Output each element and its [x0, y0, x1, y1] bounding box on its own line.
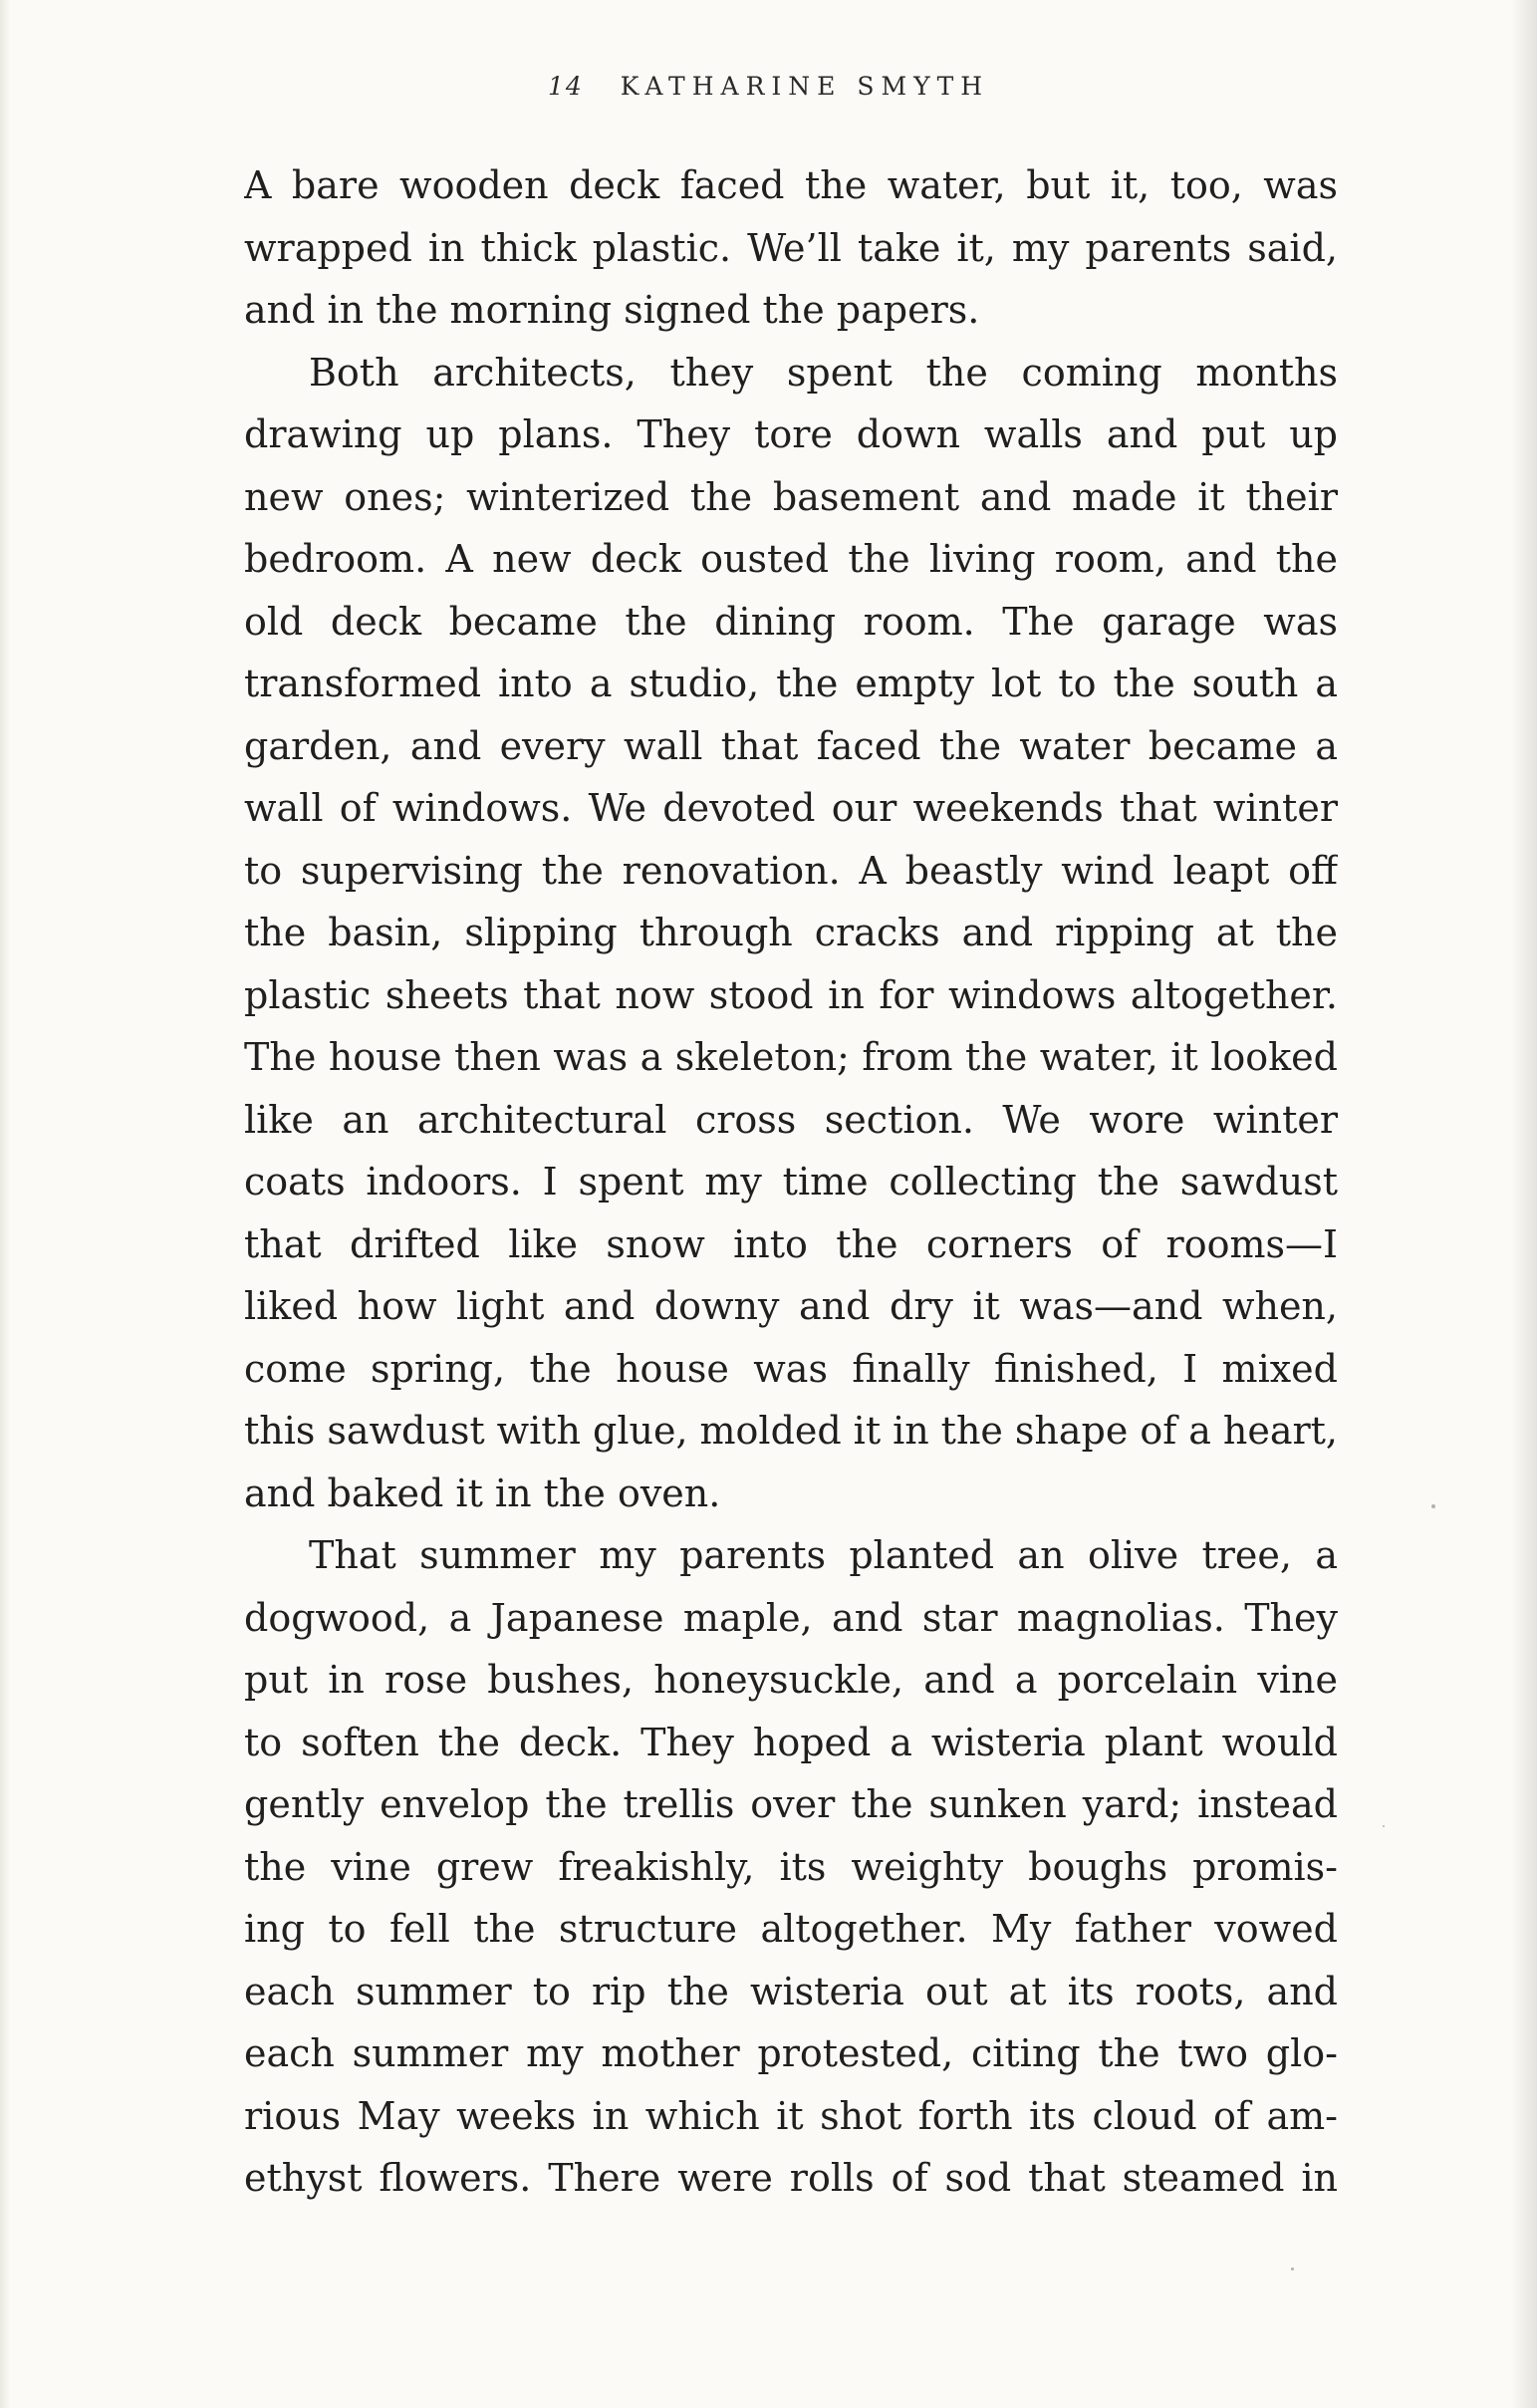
- text-line: Both architects, they spent the coming months: [309, 350, 1338, 395]
- running-head-author: KATHARINE SMYTH: [620, 72, 990, 101]
- text-line: plastic sheets that now stood in for windows altogether.: [244, 972, 1338, 1017]
- text-line: and in the morning signed the papers.: [244, 288, 980, 332]
- text-line: garden, and every wall that faced the water became a: [244, 723, 1338, 768]
- text-line: liked how light and downy and dry it was—and when,: [244, 1284, 1338, 1328]
- text-line: each summer to rip the wisteria out at its roots, and: [244, 1969, 1338, 2013]
- text-line: to supervising the renovation. A beastly wind leapt off: [244, 848, 1338, 893]
- text-line: this sawdust with glue, molded it in the shape of a heart,: [244, 1409, 1338, 1453]
- page-left-edge: [0, 0, 10, 2408]
- text-line: transformed into a studio, the empty lot to the south a: [244, 662, 1338, 705]
- text-line: wrapped in thick plastic. We’ll take it, my parents said,: [244, 225, 1338, 270]
- text-line: old deck became the dining room. The garage was: [244, 599, 1338, 644]
- text-line: ing to fell the structure altogether. My father vowed: [244, 1907, 1338, 1951]
- text-line: each summer my mother protested, citing the two glo-: [244, 2031, 1338, 2075]
- text-line: The house then was a skeleton; from the water, it looked: [244, 1035, 1338, 1079]
- text-line: ethyst flowers. There were rolls of sod that steamed in: [244, 2156, 1338, 2200]
- text-line: put in rose bushes, honeysuckle, and a porcelain vine: [244, 1658, 1338, 1702]
- text-line: gently envelop the trellis over the sunken yard; instead: [244, 1782, 1338, 1826]
- text-line: That summer my parents planted an olive tree, a: [309, 1533, 1338, 1577]
- text-line: to soften the deck. They hoped a wisteria plant would: [244, 1720, 1338, 1764]
- text-line: and baked it in the oven.: [244, 1471, 721, 1515]
- running-head: [0, 72, 1537, 101]
- text-line: the vine grew freakishly, its weighty boughs promis-: [244, 1844, 1338, 1889]
- page-number: 14: [547, 72, 584, 101]
- text-line: that drifted like snow into the corners of rooms—I: [244, 1221, 1338, 1266]
- text-line: new ones; winterized the basement and made it their: [244, 474, 1338, 519]
- text-line: coats indoors. I spent my time collecting the sawdust: [244, 1160, 1338, 1204]
- page-edge-shadow: [1511, 0, 1537, 2408]
- paper-speck: [1383, 1825, 1385, 1827]
- text-line: drawing up plans. They tore down walls and put up: [244, 412, 1338, 456]
- text-line: rious May weeks in which it shot forth its cloud of am-: [244, 2093, 1338, 2138]
- text-line: A bare wooden deck faced the water, but it, too, was: [244, 163, 1338, 207]
- text-line: come spring, the house was finally finished, I mixed: [244, 1346, 1338, 1391]
- text-line: bedroom. A new deck ousted the living room, and the: [244, 537, 1338, 581]
- text-line: like an architectural cross section. We wore winter: [244, 1097, 1338, 1142]
- text-line: wall of windows. We devoted our weekends that winter: [244, 786, 1338, 830]
- paper-speck: [1291, 2268, 1294, 2271]
- paper-speck: [1431, 1504, 1435, 1508]
- body-text: [244, 154, 1338, 2210]
- text-line: dogwood, a Japanese maple, and star magnolias. They: [244, 1595, 1338, 1640]
- text-line: the basin, slipping through cracks and ripping at the: [244, 911, 1338, 954]
